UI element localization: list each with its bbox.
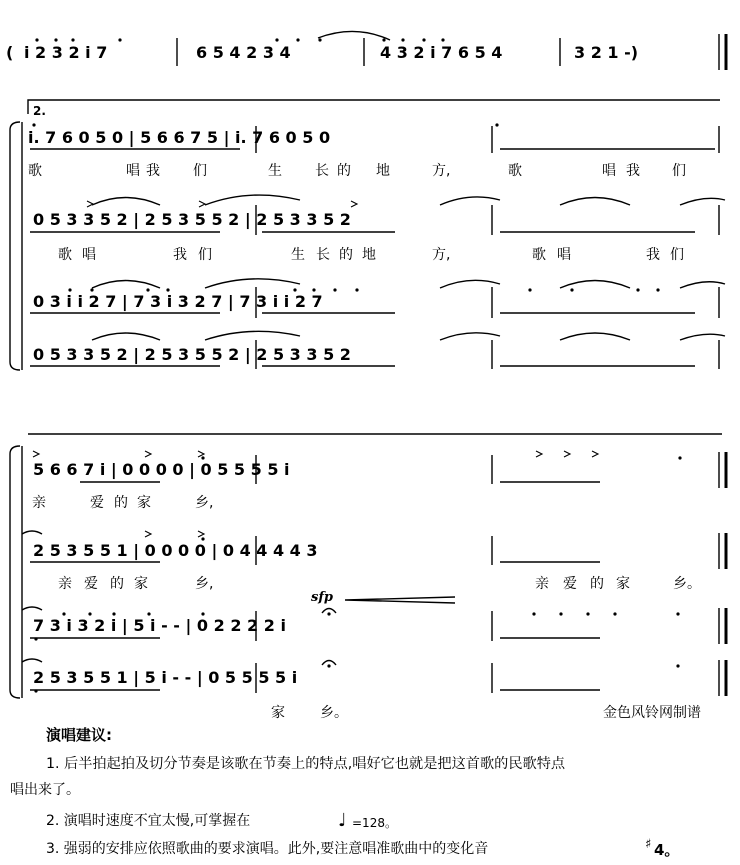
lyric-syllable: 方, [432,163,451,179]
score-credit: 金色风铃网制谱 [603,705,701,721]
advice-item-1: 1. 后半拍起拍及切分节奏是该歌在节奏上的特点,唱好它也就是把这首歌的民歌特点 [46,756,566,772]
lyric-syllable: 的 [590,576,604,592]
system2-staff1-notes: 5 6 6 7 i | 0 0 0 0 | 0 5 5 5 5 i [33,460,290,479]
lyric-syllable: 歌 [28,163,42,179]
system2-staff4-notes: 2 5 3 5 5 1 | 5 i - - | 0 5 5 5 5 i [33,668,298,687]
lyric-syllable: 长 [316,247,330,263]
intro-measure-4: 3 2 1 -) [574,43,639,62]
lyric-syllable: 方, [432,247,451,263]
system1-staff3-notes: 0 3 i i 2 7 | 7 3 i 3 2 7 | 7 3 i i 2 7 [33,292,323,311]
lyric-syllable: 我 [646,247,660,263]
slur [205,331,300,340]
lyric-syllable: 我 [146,163,160,179]
lyric-syllable: 地 [376,163,390,179]
system-bracket [10,122,20,370]
advice-item-3: 3. 强弱的安排应依照歌曲的要求演唱。此外,要注意唱准歌曲中的变化音 [46,841,489,857]
slur [440,333,500,340]
lyric-syllable: 家 [271,705,285,721]
lyric-syllable: 我 [626,163,640,179]
lyric-syllable: 生 [291,247,305,263]
slur [92,198,160,206]
lyric-syllable: 乡。 [320,705,348,721]
accent-marks [33,201,598,537]
system1-staff1-notes: i. 7 6 0 5 0 | 5 6 6 7 5 | i. 7 6 0 5 0 [28,128,331,147]
lyric-syllable: 唱 [82,247,96,263]
intro-measure-2: 6 5 4 2 3 4 [196,43,291,62]
lyric-syllable: 歌 [58,247,72,263]
system1-staff4-notes: 0 5 3 3 5 2 | 2 5 3 5 5 2 | 2 5 3 3 5 2 [33,345,351,364]
lyric-syllable: 唱 [602,163,616,179]
system1-staff2-notes: 0 5 3 3 5 2 | 2 5 3 5 5 2 | 2 5 3 3 5 2 [33,210,351,229]
slur [560,281,630,289]
slur [680,334,725,340]
slur [560,333,630,340]
lyric-syllable: 长 [315,163,329,179]
lyric-syllable: 亲 [535,576,549,592]
lyric-syllable: 们 [193,163,207,179]
slur [205,279,300,288]
slur [440,197,500,205]
decrescendo-hairpin [345,597,455,603]
quarter-note-icon: ♩ [338,810,347,831]
lyric-syllable: 乡, [195,576,214,592]
lyric-syllable: 乡, [195,495,214,511]
lyric-syllable: 的 [114,495,128,511]
advice-heading: 演唱建议: [46,726,112,744]
slur [22,531,42,534]
slur [680,198,725,205]
lyric-syllable: 地 [362,247,376,263]
lyric-syllable: 们 [670,247,684,263]
system2-staff2-notes: 2 5 3 5 5 1 | 0 0 0 0 | 0 4 4 4 4 3 [33,541,318,560]
lyric-syllable: 唱 [557,247,571,263]
slur [22,607,42,610]
lyric-syllable: 的 [337,163,351,179]
tempo-value: =128。 [352,816,397,830]
advice-item-1-cont: 唱出来了。 [10,782,80,798]
fermata [322,661,336,666]
dynamic-sfp: sfp [311,590,334,605]
lyric-syllable: 生 [268,163,282,179]
slur [318,31,390,40]
slur [92,281,160,289]
lyric-syllable: 家 [137,495,151,511]
intro-measure-1: i 2 3 2 i 7 [24,43,108,62]
lyric-syllable: 家 [134,576,148,592]
system-bracket [10,446,20,698]
system2-staff3-notes: 7 3 i 3 2 i | 5 i - - | 0 2 2 2 2 i [33,616,286,635]
lyric-syllable: 爱 [563,576,577,592]
intro-measure-3: 4 3 2 i 7 6 5 4 [380,43,503,62]
lyric-syllable: 爱 [84,576,98,592]
slur [560,198,630,206]
slur [22,659,42,662]
lyric-syllable: 唱 [126,163,140,179]
volta-bracket [28,100,720,114]
sharp-icon: ♯ [645,837,652,852]
lyric-syllable: 们 [672,163,686,179]
slur [440,280,500,288]
intro-open-paren: ( [6,43,14,62]
advice-item-2: 2. 演唱时速度不宜太慢,可掌握在 [46,813,251,829]
lyric-syllable: 的 [110,576,124,592]
lyric-syllable: 亲 [32,495,46,511]
lyric-syllable: 家 [616,576,630,592]
fermata [322,609,336,614]
lyric-syllable: 乡。 [673,576,701,592]
volta-label: 2. [33,104,46,118]
lyric-syllable: 的 [339,247,353,263]
lyric-syllable: 爱 [90,495,104,511]
slur [680,282,725,288]
slur [205,195,300,205]
lyric-syllable: 歌 [532,247,546,263]
lyric-syllable: 亲 [58,576,72,592]
lyric-syllable: 歌 [508,163,522,179]
lyric-syllable: 我 [173,247,187,263]
lyric-syllable: 们 [198,247,212,263]
slur [92,333,160,340]
sharp-four: 4。 [654,841,680,859]
